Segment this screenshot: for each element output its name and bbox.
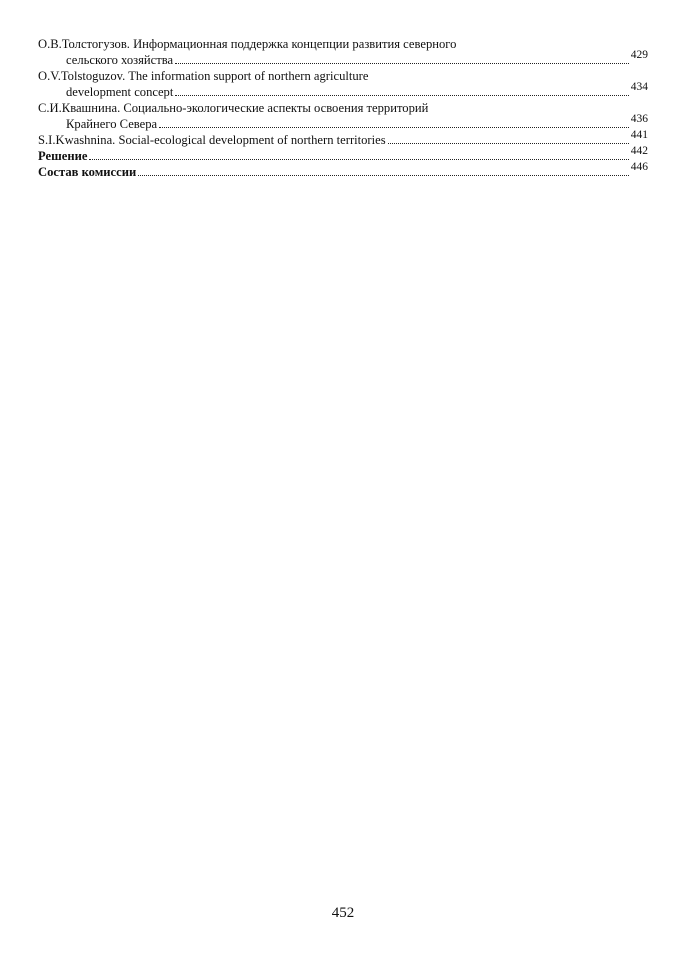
toc-entry-title: S.I.Kwashnina. Social-ecological development of northern territories xyxy=(38,133,386,147)
toc-entry-title: С.И.Квашнина. Социально-экологические аспекты освоения территорий xyxy=(38,101,429,115)
toc-entry-resolution xyxy=(38,145,648,164)
toc-entry-leader-row xyxy=(38,129,648,148)
toc-entry-tolstoguzov-ru xyxy=(38,36,648,68)
toc-entry-kwashnina-en xyxy=(38,129,648,148)
toc-entry-title: O.V.Tolstoguzov. The information support of northern agriculture xyxy=(38,69,369,83)
toc-entry-page: 442 xyxy=(630,145,648,157)
toc-entry-leader-row xyxy=(38,145,648,164)
toc-entry-leader-row xyxy=(38,49,648,68)
toc-entry-title: Состав комиссии xyxy=(38,165,137,179)
toc-entry-leader-row xyxy=(38,161,648,180)
dot-leader xyxy=(175,62,629,64)
toc-entry-title-continued: сельского хозяйства xyxy=(66,53,174,67)
toc-entry-page: 434 xyxy=(630,81,648,93)
toc-entry-kvashnina-ru xyxy=(38,100,648,132)
toc-entry-page: 429 xyxy=(630,49,648,61)
toc-entry-title-continued: development concept xyxy=(66,85,174,99)
dot-leader xyxy=(388,142,629,144)
toc-entry-title: О.В.Толстогузов. Информационная поддержка концепции развития северного xyxy=(38,37,457,51)
dot-leader xyxy=(138,174,629,176)
toc-entry-tolstoguzov-en xyxy=(38,68,648,100)
dot-leader xyxy=(89,158,628,160)
toc-entry-page: 441 xyxy=(630,129,648,141)
toc-entry-title: Решение xyxy=(38,149,88,163)
toc-entry-commission xyxy=(38,161,648,180)
dot-leader xyxy=(159,126,629,128)
toc-entry-page: 446 xyxy=(630,161,648,173)
toc-entry-leader-row xyxy=(38,81,648,100)
page-number: 452 xyxy=(331,905,355,921)
dot-leader xyxy=(175,94,628,96)
toc-entry-title-continued: Крайнего Севера xyxy=(66,117,158,131)
toc-entry-page: 436 xyxy=(630,113,648,125)
toc-entry-leader-row xyxy=(38,113,648,132)
table-of-contents xyxy=(38,36,648,180)
